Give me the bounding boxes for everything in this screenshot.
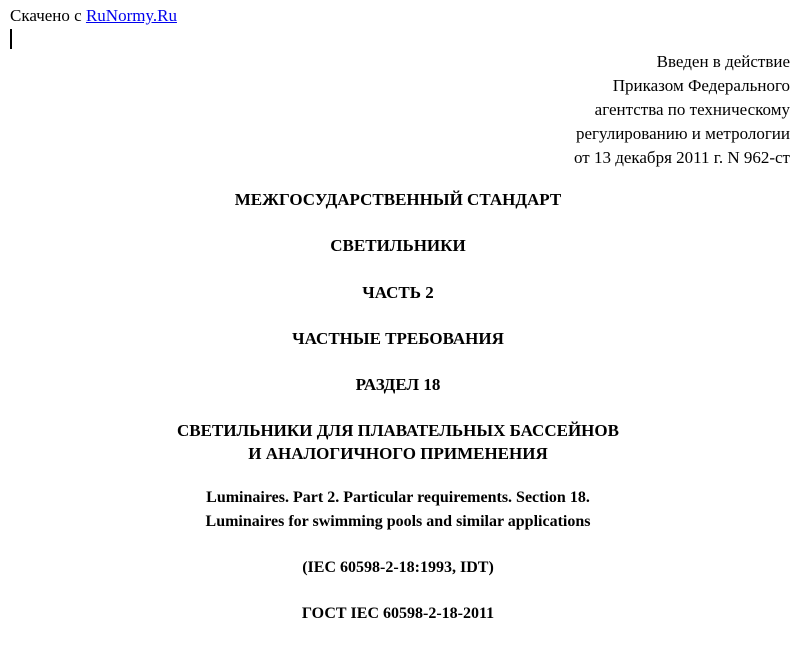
english-title-line-1: Luminaires. Part 2. Particular requirements. Section 18. xyxy=(206,489,590,506)
standard-type-heading: МЕЖГОСУДАРСТВЕННЫЙ СТАНДАРТ xyxy=(234,190,562,209)
iec-reference: (IEC 60598-2-18:1993, IDT) xyxy=(302,559,494,576)
english-title-line-2: Luminaires for swimming pools and similar applications xyxy=(205,513,591,530)
enactment-line: Приказом Федерального xyxy=(612,76,790,95)
enactment-line: Введен в действие xyxy=(656,52,790,71)
enactment-note xyxy=(390,50,790,170)
section-heading: РАЗДЕЛ 18 xyxy=(355,375,441,394)
enactment-line: агентства по техническому xyxy=(594,100,790,119)
text-cursor xyxy=(10,29,12,49)
subject-heading-line-2: И АНАЛОГИЧНОГО ПРИМЕНЕНИЯ xyxy=(248,444,548,463)
download-source-line xyxy=(10,6,177,26)
download-prefix-text: Скачено с xyxy=(10,6,86,25)
runormy-link[interactable]: RuNormy.Ru xyxy=(85,6,177,25)
standard-name-heading: СВЕТИЛЬНИКИ xyxy=(330,236,466,255)
enactment-line: регулированию и метрологии xyxy=(575,124,790,143)
part-heading: ЧАСТЬ 2 xyxy=(362,283,434,302)
subject-heading-line-1: СВЕТИЛЬНИКИ ДЛЯ ПЛАВАТЕЛЬНЫХ БАССЕЙНОВ xyxy=(177,421,619,440)
enactment-line: от 13 декабря 2011 г. N 962-ст xyxy=(573,148,790,167)
requirements-heading: ЧАСТНЫЕ ТРЕБОВАНИЯ xyxy=(292,329,504,348)
gost-number: ГОСТ IEC 60598-2-18-2011 xyxy=(301,605,495,622)
